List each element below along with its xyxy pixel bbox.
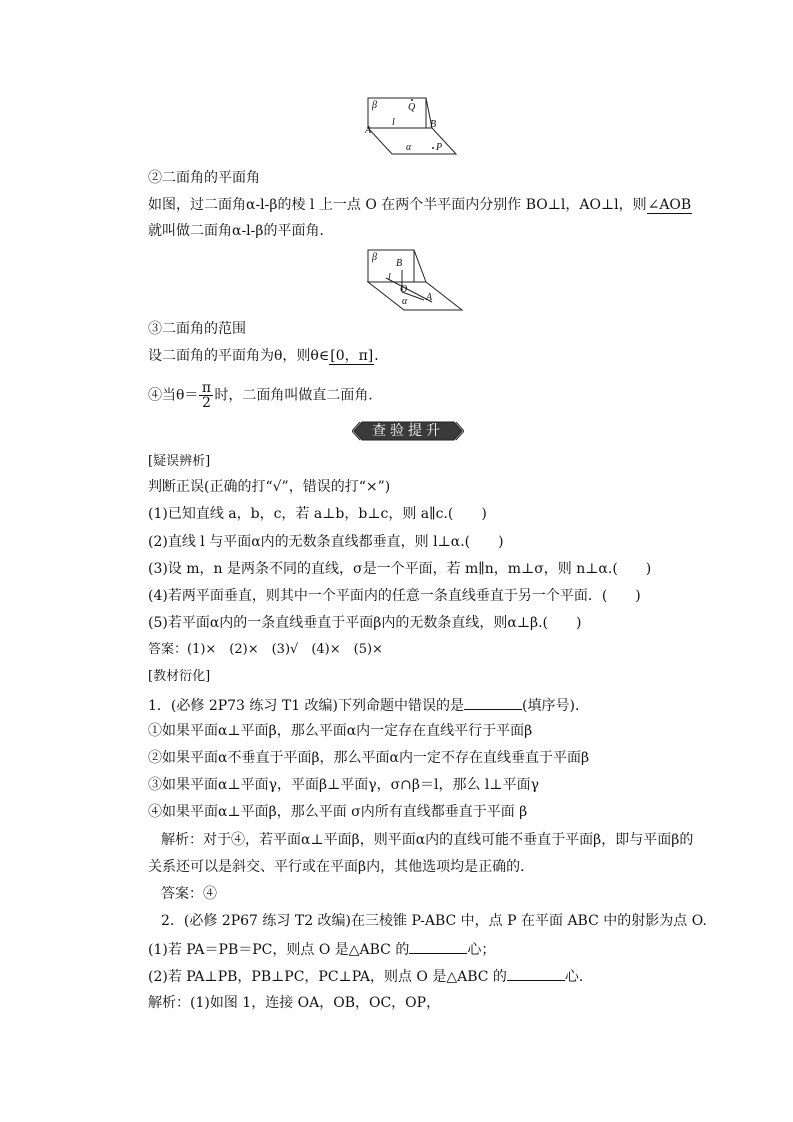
textbook-heading: [教材衍化] [148,669,211,684]
fig1-label-a: A [365,125,372,136]
section-plane-angle-paragraph [148,196,692,214]
q1-option-1: ①如果平面α⊥平面β，那么平面α内一定存在直线平行于平面β [148,723,533,739]
section-plane-angle-paragraph-end: 就叫做二面角α-l-β的平面角． [148,223,334,239]
q1-stem-a: 1．(必修 2P73 练习 T1 改编)下列命题中错误的是 [148,698,465,714]
dihedral-figure-2 [362,248,468,312]
section-right-dihedral [148,381,382,410]
banner-text: 查验提升 [372,423,444,439]
q1-analysis-2: 关系还可以是斜交、平行或在平面β内，其他选项均是正确的． [148,859,535,875]
q1-stem-b: (填序号)． [522,698,589,714]
fig2-label-alpha: α [402,296,408,307]
q2-part2-b: 心． [564,969,593,985]
diagnose-item-4: (4)若两平面垂直，则其中一个平面内的任意一条直线垂直于另一个平面．( ) [148,588,641,604]
fig2-label-a: A [426,292,433,303]
fig1-label-q: Q [408,102,416,113]
q2-part-1 [148,939,495,959]
fig1-label-p: P [436,142,443,153]
diagnose-item-3: (3)设 m，n 是两条不同的直线，σ是一个平面，若 m∥n，m⊥σ，则 n⊥α.( ) [148,561,652,577]
q1-analysis-1: 解析：对于④，若平面α⊥平面β，则平面α内的直线可能不垂直于平面β，即与平面β的 [161,832,694,848]
q2-part2-a: (2)若 PA⊥PB，PB⊥PC，PC⊥PA，则点 O 是△ABC 的 [148,969,507,985]
q2-part1-b: 心； [467,942,496,958]
fraction-denominator: 2 [201,395,211,411]
check-and-improve-banner [352,421,464,441]
diagnose-item-2: (2)直线 l 与平面α内的无数条直线都垂直，则 l⊥α.( ) [148,534,504,550]
section-range-text [148,347,388,365]
diagnose-intro: 判断正误(正确的打“√”，错误的打“×”) [148,479,391,495]
diagnose-heading: [疑误辨析] [148,454,211,469]
q1-option-2: ②如果平面α不垂直于平面β，那么平面α内一定不存在直线垂直于平面β [148,750,590,766]
right-dihedral-prefix: ④当θ＝ [148,387,199,404]
diagnose-item-5: (5)若平面α内的一条直线垂直于平面β内的无数条直线，则α⊥β.( ) [148,615,582,631]
plane-angle-text: 如图，过二面角α-l-β的棱 l 上一点 O 在两个半平面内分别作 BO⊥l，AO⊥l，则 [148,197,647,213]
fig2-label-beta: β [372,252,377,263]
fig1-label-l: l [392,117,395,128]
q2-analysis: 解析：(1)如图 1，连接 OA，OB，OC，OP， [148,995,441,1011]
dihedral-figure-1 [362,96,462,158]
fig1-label-alpha: α [406,142,412,153]
plane-angle-answer: ∠AOB [647,197,692,213]
textbook-q2-stem: 2．(必修 2P67 练习 T2 改编)在三棱锥 P-ABC 中，点 P 在平面 ABC 中的射影为点 O. [161,913,707,929]
range-end: ． [374,348,389,364]
q1-answer: 答案：④ [161,886,217,902]
fig1-label-beta: β [372,100,377,111]
right-dihedral-suffix: 时，二面角叫做直二面角． [214,387,383,404]
q2-part2-blank [507,966,565,981]
q1-option-4: ④如果平面α⊥平面β，那么平面 σ内所有直线都垂直于平面 β [148,804,528,820]
q1-blank [464,695,522,710]
fig2-label-o: O [400,284,408,295]
diagnose-answer: 答案：(1)× (2)× (3)√ (4)× (5)× [148,642,383,657]
section-range-title: ③二面角的范围 [148,321,246,337]
textbook-q1-stem [148,695,589,715]
diagnose-item-1: (1)已知直线 a，b，c，若 a⊥b，b⊥c，则 a∥c.( ) [148,506,487,522]
fig2-label-l: l [388,272,391,283]
section-plane-angle-title: ②二面角的平面角 [148,170,260,186]
range-answer: [0，π] [330,348,374,364]
fig1-label-b: B [430,119,437,130]
fraction-numerator: π [199,381,213,396]
q2-part1-blank [409,939,467,954]
q2-part-2 [148,966,593,986]
q1-option-3: ③如果平面α⊥平面γ，平面β⊥平面γ，σ∩β＝l，那么 l⊥平面γ [148,777,539,793]
range-text: 设二面角的平面角为θ，则θ∈ [148,348,330,364]
fig2-label-b: B [396,258,403,269]
q2-part1-a: (1)若 PA＝PB＝PC，则点 O 是△ABC 的 [148,942,410,958]
